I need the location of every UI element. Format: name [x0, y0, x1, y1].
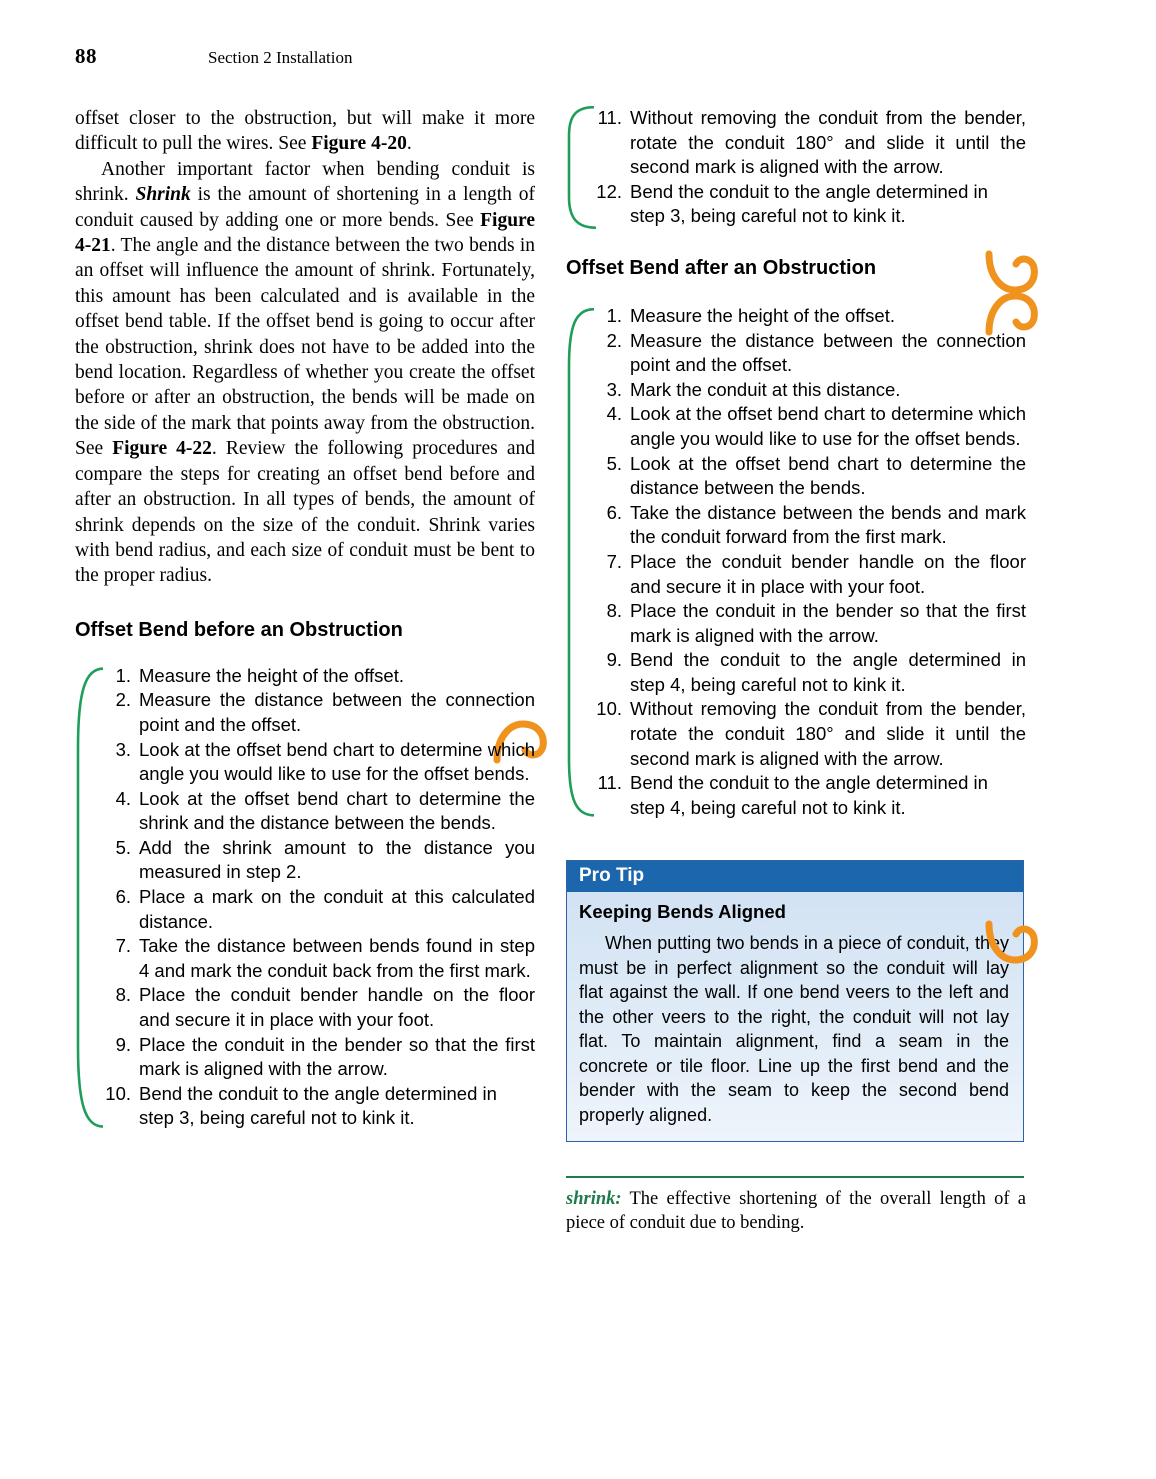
pro-tip-subtitle: Keeping Bends Aligned	[579, 901, 786, 923]
list-item: Bend the conduit to the angle determined in step 4, being careful not to kink it.	[630, 649, 1026, 695]
paragraph-1-tail: .	[406, 133, 412, 155]
paragraph-2-tail: . Review the following procedures and compare the steps for creating an offset bend before and after an obstruction. In all types of bends, the amount of shrink depends on the size of the conduit. Shrink varies with bend radius, and each size of conduit must be bent to the proper radius.	[75, 438, 535, 587]
list-item: Without removing the conduit from the bender, rotate the conduit 180° and slide it until the second mark is aligned with the arrow.	[630, 107, 1026, 178]
figure-ref-4-20: Figure 4-20	[311, 133, 407, 155]
list-item: Add the shrink amount to the distance you measured in step 2.	[139, 836, 535, 883]
list-item: Measure the height of the offset.	[139, 664, 404, 686]
list-item: Measure the distance between the connection point and the offset.	[139, 689, 535, 735]
list-item: Measure the distance between the connection point and the offset.	[630, 329, 1026, 376]
list-item: Take the distance between bends found in step 4 and mark the conduit back from the first mark.	[139, 935, 535, 981]
list-item: Place the conduit bender handle on the floor and secure it in place with your foot.	[630, 550, 1026, 597]
page-header	[75, 44, 1075, 74]
procedure-block-continued	[566, 106, 1026, 229]
steps-list-continued	[588, 106, 1026, 229]
list-item: Place the conduit in the bender so that the first mark is aligned with the arrow.	[630, 600, 1026, 646]
paragraph-2-text: Another important factor when bending conduit is shrink.	[75, 158, 535, 206]
list-item: Bend the conduit to the angle determined in step 3, being careful not to kink it.	[139, 1082, 497, 1129]
pro-tip-body: When putting two bends in a piece of conduit, they must be in perfect alignment so the conduit will lay flat against the wall. If one bend veers to the left and the other veers to the right, the conduit will not lay flat. To maintain alignment, find a seam in the concrete or tile floor. Line up the first bend and the bender with the seam to keep the second bend properly aligned.	[579, 933, 1009, 1125]
list-item: Mark the conduit at this distance.	[630, 378, 901, 400]
steps-list-after-obstruction	[588, 304, 1026, 820]
list-item: Take the distance between the bends and mark the conduit forward from the first mark.	[630, 501, 1026, 548]
heading-offset-bend-before: Offset Bend before an Obstruction	[75, 618, 403, 641]
list-item: Bend the conduit to the angle determined in step 3, being careful not to kink it.	[630, 180, 988, 227]
term-shrink-italic: Shrink	[135, 184, 191, 206]
glossary-block	[566, 1176, 1026, 1235]
figure-ref-4-21: Figure 4-21	[75, 209, 535, 257]
paragraph-1	[75, 106, 535, 157]
list-item: Measure the height of the offset.	[630, 304, 895, 326]
list-item: Place a mark on the conduit at this calculated distance.	[139, 886, 535, 932]
paragraph-2-mid: is the amount of shortening in a length of conduit caused by adding one or more bends. See	[75, 184, 535, 231]
glossary-term: shrink:	[566, 1189, 622, 1210]
list-item: Bend the conduit to the angle determined in step 4, being careful not to kink it.	[630, 772, 988, 818]
right-column	[566, 106, 1026, 1235]
list-item: Place the conduit bender handle on the floor and secure it in place with your foot.	[139, 984, 535, 1031]
list-item: Look at the offset bend chart to determine which angle you would like to use for the offset bends.	[630, 403, 1026, 449]
list-item: Without removing the conduit from the bender, rotate the conduit 180° and slide it until the second mark is aligned with the arrow.	[630, 698, 1026, 769]
list-item: Look at the offset bend chart to determine the distance between the bends.	[630, 452, 1026, 499]
page-number: 88	[75, 44, 97, 68]
list-item: Place the conduit in the bender so that the first mark is aligned with the arrow.	[139, 1033, 535, 1080]
glossary-definition: The effective shortening of the overall length of a piece of conduit due to bending.	[566, 1189, 1026, 1234]
glossary-entry	[566, 1178, 1026, 1235]
figure-ref-4-22: Figure 4-22	[112, 438, 212, 460]
pro-tip-title: Pro Tip	[567, 861, 1023, 892]
procedure-block-after-obstruction	[566, 304, 1026, 820]
running-head-section: Section 2 Installation	[208, 48, 353, 67]
left-column	[75, 106, 535, 1131]
paragraph-2	[75, 157, 535, 589]
paragraph-2-mid2: . The angle and the distance between the two bends in an offset will influence the amount of shrink. Fortunately, this amount has been calculated and is available in the offset bend table. If the offset bend is going to occur after the obstruction, shrink does not have to be added into the bend location. Regardless of whether you create the offset before or after an obstruction, the bends will be made on the side of the mark that points away from the obstruction. See	[75, 235, 535, 460]
heading-offset-bend-after: Offset Bend after an Obstruction	[566, 256, 877, 279]
steps-list-before-obstruction	[97, 664, 535, 1131]
list-item: Look at the offset bend chart to determine the shrink and the distance between the bends.	[139, 787, 535, 834]
pro-tip-box	[566, 860, 1024, 1142]
paragraph-1-text: offset closer to the obstruction, but will make it more difficult to pull the wires. See	[75, 108, 535, 155]
procedure-block-before-obstruction	[75, 664, 535, 1131]
list-item: Look at the offset bend chart to determine which angle you would like to use for the offset bends.	[139, 738, 535, 785]
